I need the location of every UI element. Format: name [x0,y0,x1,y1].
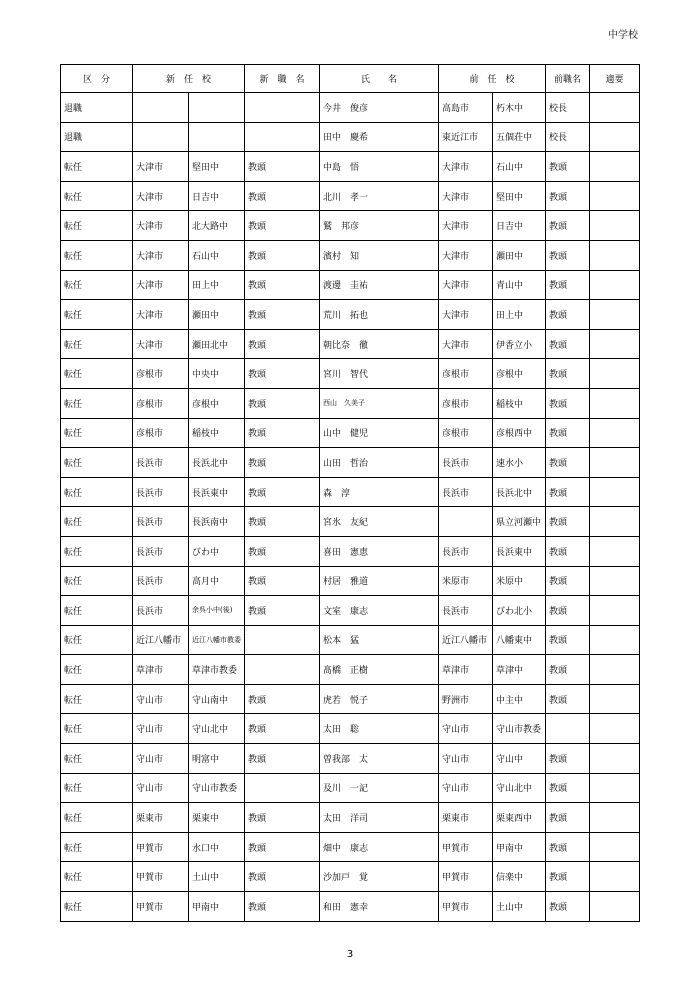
kubun-cell: 転任 [61,240,133,270]
remarks-cell [590,566,640,596]
name-cell: 北川 孝一 [320,181,439,211]
table-row [61,596,640,626]
new-school-cell: 甲南中 [189,892,245,922]
page-number: 3 [346,949,354,960]
new-city-cell: 長浜市 [133,566,189,596]
remarks-cell [590,655,640,685]
prev-city-cell: 守山市 [439,744,493,774]
name-cell: 文室 康志 [320,596,439,626]
table-row [61,211,640,241]
new-city-cell: 大津市 [133,211,189,241]
new-school-cell: 草津市教委 [189,655,245,685]
prev-city-cell: 東近江市 [439,122,493,152]
name-cell: 中島 悟 [320,152,439,182]
name-cell: 喜田 憲恵 [320,536,439,566]
prev-position-cell: 教頭 [546,892,590,922]
remarks-cell [590,832,640,862]
new-city-cell: 守山市 [133,773,189,803]
prev-position-cell: 教頭 [546,536,590,566]
name-cell: 太田 聡 [320,714,439,744]
remarks-cell [590,93,640,123]
new-school-cell: びわ中 [189,536,245,566]
prev-position-cell: 教頭 [546,773,590,803]
new-position-cell: 教頭 [245,270,320,300]
kubun-cell: 転任 [61,211,133,241]
table-row [61,388,640,418]
kubun-cell: 転任 [61,892,133,922]
new-city-cell: 長浜市 [133,536,189,566]
new-position-cell: 教頭 [245,181,320,211]
remarks-cell [590,625,640,655]
remarks-cell [590,892,640,922]
prev-position-cell: 教頭 [546,507,590,537]
name-cell: 松本 猛 [320,625,439,655]
prev-school-cell: 守山中 [493,744,546,774]
name-cell: 荒川 拓也 [320,300,439,330]
new-school-cell: 守山市教委 [189,773,245,803]
new-position-cell: 教頭 [245,359,320,389]
new-position-cell: 教頭 [245,832,320,862]
kubun-cell: 退職 [61,122,133,152]
prev-position-cell: 教頭 [546,655,590,685]
name-cell: 山中 健児 [320,418,439,448]
kubun-cell: 転任 [61,181,133,211]
prev-position-cell: 教頭 [546,240,590,270]
header-new-school: 新 任 校 [133,65,245,93]
new-school-cell: 長浜東中 [189,477,245,507]
kubun-cell: 転任 [61,448,133,478]
name-cell: 田中 慶希 [320,122,439,152]
prev-school-cell: 米原中 [493,566,546,596]
new-school-cell: 稲枝中 [189,418,245,448]
table-row [61,329,640,359]
prev-position-cell: 教頭 [546,625,590,655]
new-position-cell: 教頭 [245,329,320,359]
prev-position-cell: 教頭 [546,448,590,478]
prev-school-cell: 堅田中 [493,181,546,211]
remarks-cell [590,596,640,626]
new-position-cell: 教頭 [245,744,320,774]
prev-city-cell: 栗東市 [439,803,493,833]
prev-position-cell: 教頭 [546,684,590,714]
table-row [61,418,640,448]
remarks-cell [590,418,640,448]
table-row [61,536,640,566]
kubun-cell: 転任 [61,803,133,833]
remarks-cell [590,211,640,241]
kubun-cell: 転任 [61,714,133,744]
prev-school-cell: 長浜東中 [493,536,546,566]
table-row [61,477,640,507]
new-position-cell: 教頭 [245,211,320,241]
new-position-cell: 教頭 [245,596,320,626]
new-city-cell: 栗東市 [133,803,189,833]
table-row [61,892,640,922]
new-position-cell: 教頭 [245,240,320,270]
remarks-cell [590,714,640,744]
name-cell: 今井 俊彦 [320,93,439,123]
name-cell: 森 淳 [320,477,439,507]
new-school-cell: 中央中 [189,359,245,389]
name-cell: 鷲 邦彦 [320,211,439,241]
prev-city-cell: 守山市 [439,714,493,744]
prev-school-cell: 朽木中 [493,93,546,123]
name-cell: 宮川 智代 [320,359,439,389]
table-row [61,625,640,655]
new-position-cell [245,625,320,655]
prev-position-cell [546,714,590,744]
table-row [61,181,640,211]
prev-city-cell: 大津市 [439,270,493,300]
kubun-cell: 転任 [61,418,133,448]
remarks-cell [590,359,640,389]
prev-city-cell: 大津市 [439,300,493,330]
remarks-cell [590,507,640,537]
new-position-cell: 教頭 [245,418,320,448]
name-cell: 西山 久美子 [320,388,439,418]
prev-city-cell: 長浜市 [439,536,493,566]
prev-city-cell: 甲賀市 [439,892,493,922]
prev-school-cell: 伊香立小 [493,329,546,359]
new-school-cell: 近江八幡市教委 [189,625,245,655]
prev-school-cell: 甲南中 [493,832,546,862]
prev-school-cell: びわ北小 [493,596,546,626]
kubun-cell: 転任 [61,596,133,626]
new-city-cell [133,93,189,123]
prev-school-cell: 瀬田中 [493,240,546,270]
table-header-row [61,65,640,93]
prev-position-cell: 教頭 [546,862,590,892]
kubun-cell: 転任 [61,300,133,330]
new-position-cell: 教頭 [245,536,320,566]
table-row [61,862,640,892]
kubun-cell: 転任 [61,359,133,389]
name-cell: 髙橋 正樹 [320,655,439,685]
new-school-cell: 石山中 [189,240,245,270]
name-cell: 山田 哲治 [320,448,439,478]
prev-position-cell: 教頭 [546,388,590,418]
name-cell: 曽我部 太 [320,744,439,774]
prev-school-cell: 彦根中 [493,359,546,389]
prev-position-cell: 教頭 [546,211,590,241]
prev-city-cell: 大津市 [439,329,493,359]
prev-position-cell: 教頭 [546,181,590,211]
kubun-cell: 転任 [61,507,133,537]
prev-school-cell: 彦根西中 [493,418,546,448]
remarks-cell [590,773,640,803]
table-row [61,270,640,300]
new-school-cell: 長浜南中 [189,507,245,537]
prev-city-cell: 長浜市 [439,448,493,478]
table-row [61,507,640,537]
prev-city-cell: 米原市 [439,566,493,596]
prev-city-cell [439,507,493,537]
prev-position-cell: 教頭 [546,477,590,507]
new-city-cell: 長浜市 [133,507,189,537]
new-city-cell: 甲賀市 [133,862,189,892]
kubun-cell: 転任 [61,862,133,892]
table-row [61,832,640,862]
prev-city-cell: 彦根市 [439,418,493,448]
new-city-cell: 大津市 [133,300,189,330]
prev-position-cell: 教頭 [546,832,590,862]
new-city-cell: 大津市 [133,181,189,211]
new-city-cell: 草津市 [133,655,189,685]
remarks-cell [590,388,640,418]
remarks-cell [590,300,640,330]
prev-position-cell: 教頭 [546,566,590,596]
name-cell: 朝比奈 徹 [320,329,439,359]
new-position-cell: 教頭 [245,714,320,744]
new-city-cell: 甲賀市 [133,892,189,922]
prev-position-cell: 教頭 [546,418,590,448]
prev-city-cell: 大津市 [439,152,493,182]
name-cell: 及川 一記 [320,773,439,803]
kubun-cell: 転任 [61,744,133,774]
new-school-cell: 彦根中 [189,388,245,418]
remarks-cell [590,477,640,507]
prev-school-cell: 守山北中 [493,773,546,803]
remarks-cell [590,152,640,182]
personnel-table [60,64,640,922]
new-school-cell: 堅田中 [189,152,245,182]
kubun-cell: 転任 [61,655,133,685]
prev-school-cell: 県立河瀬中 [493,507,546,537]
prev-school-cell: 日吉中 [493,211,546,241]
prev-school-cell: 五個荘中 [493,122,546,152]
prev-city-cell: 長浜市 [439,596,493,626]
table-row [61,803,640,833]
table-row [61,152,640,182]
new-city-cell: 長浜市 [133,596,189,626]
table-row [61,566,640,596]
table-row [61,655,640,685]
prev-school-cell: 守山市教委 [493,714,546,744]
new-school-cell: 守山南中 [189,684,245,714]
new-position-cell [245,655,320,685]
remarks-cell [590,329,640,359]
kubun-cell: 転任 [61,270,133,300]
school-level-label: 中学校 [608,30,638,41]
prev-position-cell: 教頭 [546,152,590,182]
remarks-cell [590,122,640,152]
new-position-cell: 教頭 [245,566,320,596]
new-school-cell: 日吉中 [189,181,245,211]
new-city-cell: 守山市 [133,744,189,774]
new-school-cell [189,93,245,123]
new-position-cell: 教頭 [245,388,320,418]
table-body [61,93,640,922]
table-row [61,359,640,389]
prev-school-cell: 速水小 [493,448,546,478]
name-cell: 宮氷 友紀 [320,507,439,537]
prev-school-cell: 信楽中 [493,862,546,892]
new-city-cell: 彦根市 [133,388,189,418]
new-school-cell: 土山中 [189,862,245,892]
name-cell: 太田 洋司 [320,803,439,833]
new-position-cell: 教頭 [245,507,320,537]
new-position-cell: 教頭 [245,152,320,182]
prev-city-cell: 甲賀市 [439,832,493,862]
new-position-cell: 教頭 [245,300,320,330]
new-position-cell [245,773,320,803]
header-prev-position: 前職名 [546,65,590,93]
prev-position-cell: 教頭 [546,270,590,300]
kubun-cell: 転任 [61,329,133,359]
remarks-cell [590,270,640,300]
prev-city-cell: 長浜市 [439,477,493,507]
table-row [61,448,640,478]
prev-position-cell: 教頭 [546,359,590,389]
new-school-cell: 高月中 [189,566,245,596]
remarks-cell [590,684,640,714]
prev-city-cell: 高島市 [439,93,493,123]
new-city-cell: 大津市 [133,152,189,182]
new-position-cell: 教頭 [245,684,320,714]
name-cell: 濱村 知 [320,240,439,270]
new-school-cell: 田上中 [189,270,245,300]
header-new-position: 新 職 名 [245,65,320,93]
prev-city-cell: 彦根市 [439,388,493,418]
prev-city-cell: 大津市 [439,211,493,241]
remarks-cell [590,448,640,478]
prev-school-cell: 長浜北中 [493,477,546,507]
new-school-cell: 北大路中 [189,211,245,241]
prev-school-cell: 石山中 [493,152,546,182]
new-position-cell: 教頭 [245,477,320,507]
new-city-cell: 大津市 [133,270,189,300]
new-school-cell: 余呉小中(後) [189,596,245,626]
kubun-cell: 転任 [61,477,133,507]
new-position-cell: 教頭 [245,803,320,833]
prev-city-cell: 近江八幡市 [439,625,493,655]
kubun-cell: 転任 [61,152,133,182]
remarks-cell [590,536,640,566]
header-prev-school: 前 任 校 [439,65,546,93]
prev-position-cell: 教頭 [546,803,590,833]
prev-position-cell: 教頭 [546,300,590,330]
new-city-cell: 彦根市 [133,418,189,448]
new-position-cell: 教頭 [245,862,320,892]
prev-school-cell: 青山中 [493,270,546,300]
name-cell: 渡邊 圭祐 [320,270,439,300]
kubun-cell: 転任 [61,536,133,566]
table-row [61,93,640,123]
new-city-cell: 大津市 [133,329,189,359]
kubun-cell: 転任 [61,388,133,418]
remarks-cell [590,744,640,774]
prev-city-cell: 大津市 [439,240,493,270]
remarks-cell [590,803,640,833]
table-row [61,714,640,744]
new-city-cell: 守山市 [133,714,189,744]
table-row [61,122,640,152]
kubun-cell: 転任 [61,832,133,862]
new-city-cell: 長浜市 [133,477,189,507]
prev-city-cell: 守山市 [439,773,493,803]
prev-school-cell: 土山中 [493,892,546,922]
remarks-cell [590,240,640,270]
new-school-cell: 瀬田中 [189,300,245,330]
name-cell: 村居 雅道 [320,566,439,596]
kubun-cell: 退職 [61,93,133,123]
prev-school-cell: 草津中 [493,655,546,685]
new-city-cell: 大津市 [133,240,189,270]
kubun-cell: 転任 [61,773,133,803]
new-position-cell [245,122,320,152]
table-row [61,684,640,714]
new-school-cell: 栗東中 [189,803,245,833]
prev-city-cell: 甲賀市 [439,862,493,892]
new-position-cell: 教頭 [245,448,320,478]
prev-position-cell: 校長 [546,122,590,152]
name-cell: 和田 憲幸 [320,892,439,922]
new-position-cell: 教頭 [245,892,320,922]
remarks-cell [590,862,640,892]
new-city-cell: 近江八幡市 [133,625,189,655]
new-city-cell: 彦根市 [133,359,189,389]
prev-city-cell: 草津市 [439,655,493,685]
new-school-cell [189,122,245,152]
header-name: 氏 名 [320,65,439,93]
new-school-cell: 瀬田北中 [189,329,245,359]
new-school-cell: 守山北中 [189,714,245,744]
new-school-cell: 長浜北中 [189,448,245,478]
prev-position-cell: 教頭 [546,744,590,774]
table-row [61,300,640,330]
header-kubun: 区 分 [61,65,133,93]
header-remarks: 適要 [590,65,640,93]
new-school-cell: 明富中 [189,744,245,774]
prev-school-cell: 稲枝中 [493,388,546,418]
kubun-cell: 転任 [61,566,133,596]
kubun-cell: 転任 [61,625,133,655]
prev-school-cell: 八幡東中 [493,625,546,655]
name-cell: 畑中 康志 [320,832,439,862]
new-city-cell [133,122,189,152]
prev-school-cell: 栗東西中 [493,803,546,833]
table-row [61,744,640,774]
table-row [61,773,640,803]
new-school-cell: 水口中 [189,832,245,862]
prev-school-cell: 中主中 [493,684,546,714]
prev-city-cell: 彦根市 [439,359,493,389]
prev-school-cell: 田上中 [493,300,546,330]
prev-city-cell: 野洲市 [439,684,493,714]
prev-position-cell: 教頭 [546,596,590,626]
new-position-cell [245,93,320,123]
new-city-cell: 長浜市 [133,448,189,478]
remarks-cell [590,181,640,211]
name-cell: 虎若 悦子 [320,684,439,714]
new-city-cell: 甲賀市 [133,832,189,862]
kubun-cell: 転任 [61,684,133,714]
prev-city-cell: 大津市 [439,181,493,211]
new-city-cell: 守山市 [133,684,189,714]
table-row [61,240,640,270]
name-cell: 沙加戸 覚 [320,862,439,892]
prev-position-cell: 教頭 [546,329,590,359]
prev-position-cell: 校長 [546,93,590,123]
